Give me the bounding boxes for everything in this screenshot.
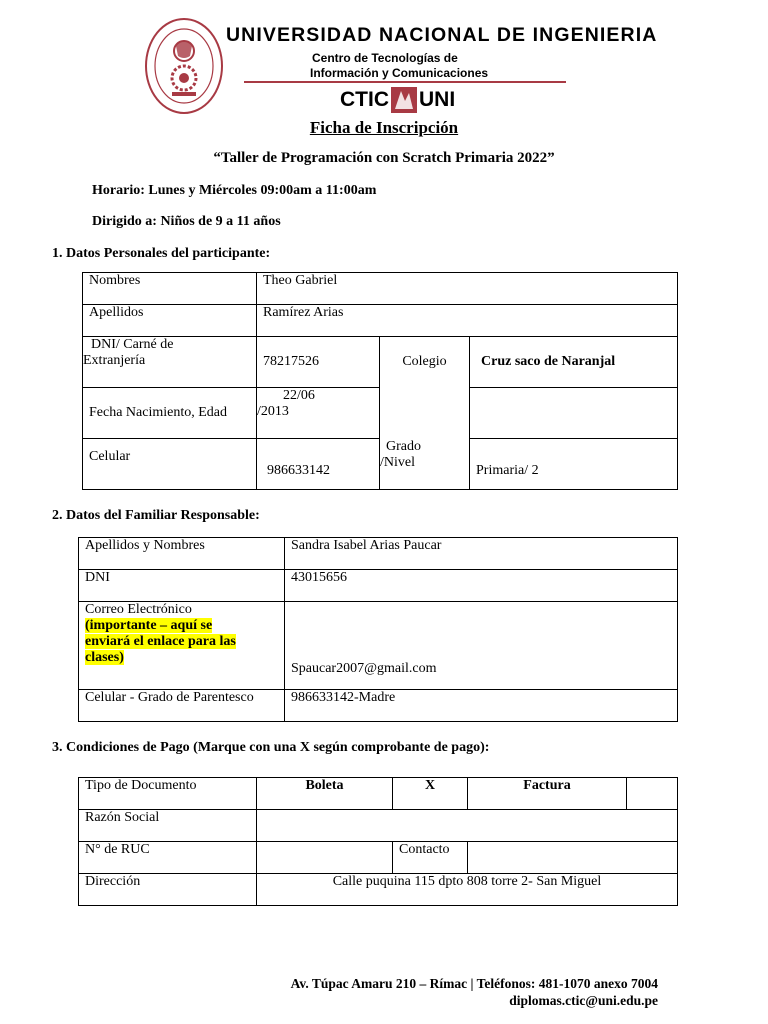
email-note-line2: enviará el enlace para las xyxy=(85,634,236,649)
guardian-table xyxy=(78,537,678,722)
colegio-value: Cruz saco de Naranjal xyxy=(470,337,678,388)
boleta-label: Boleta xyxy=(257,778,393,810)
schedule-text: Horario: Lunes y Miércoles 09:00am a 11:00am xyxy=(92,183,377,198)
university-seal-logo xyxy=(144,16,224,116)
uni-text: UNI xyxy=(419,88,456,111)
course-name: “Taller de Programación con Scratch Primaria 2022” xyxy=(213,150,555,166)
dni-label-line2: Extranjería xyxy=(83,353,146,368)
apellidos-label: Apellidos xyxy=(83,305,257,337)
factura-label: Factura xyxy=(468,778,627,810)
center-name-line1: Centro de Tecnologías de xyxy=(312,51,458,65)
guardian-dni-value: 43015656 xyxy=(285,570,678,602)
form-title: Ficha de Inscripción xyxy=(309,118,459,137)
email-label: Correo Electrónico xyxy=(85,602,192,617)
payment-table xyxy=(78,777,678,906)
header-divider xyxy=(244,81,566,83)
email-note-line1: (importante – aquí se xyxy=(85,618,213,633)
ruc-label: N° de RUC xyxy=(79,842,257,874)
dni-label-line1: DNI/ Carné de xyxy=(91,337,174,352)
direccion-label: Dirección xyxy=(79,874,257,906)
email-label-cell xyxy=(79,602,285,690)
grado-spacer xyxy=(380,388,470,439)
section2-heading: 2. Datos del Familiar Responsable: xyxy=(52,508,260,523)
nombres-value: Theo Gabriel xyxy=(257,273,678,305)
doc-type-label: Tipo de Documento xyxy=(79,778,257,810)
university-name: UNIVERSIDAD NACIONAL DE INGENIERIA xyxy=(226,24,658,46)
guardian-dni-label: DNI xyxy=(79,570,285,602)
guardian-phone-value: 986633142-Madre xyxy=(285,690,678,722)
email-note-line3: clases) xyxy=(85,650,124,665)
boleta-checkbox[interactable]: X xyxy=(393,778,468,810)
razon-social-field[interactable] xyxy=(257,810,678,842)
footer-email: diplomas.ctic@uni.edu.pe xyxy=(509,993,658,1008)
contacto-field[interactable] xyxy=(468,842,678,874)
footer-address: Av. Túpac Amaru 210 – Rímac | Teléfonos: 481-1070 anexo 7004 xyxy=(290,976,658,991)
participant-table xyxy=(82,272,678,490)
fecha-extra-empty xyxy=(470,388,678,439)
direccion-value: Calle puquina 115 dpto 808 torre 2- San Miguel xyxy=(257,874,678,906)
grado-label-line1: Grado xyxy=(386,438,421,454)
colegio-label: Colegio xyxy=(380,337,470,388)
fecha-value-line1: 22/06 xyxy=(283,388,315,403)
contacto-label: Contacto xyxy=(393,842,468,874)
guardian-name-value: Sandra Isabel Arias Paucar xyxy=(285,538,678,570)
fecha-value xyxy=(257,388,380,439)
fecha-value-line2: /2013 xyxy=(257,404,289,419)
email-value: Spaucar2007@gmail.com xyxy=(285,602,678,690)
apellidos-value: Ramírez Arias xyxy=(257,305,678,337)
ruc-field[interactable] xyxy=(257,842,393,874)
grado-label xyxy=(380,439,470,490)
celular-value: 986633142 xyxy=(257,439,380,490)
ctic-uni-logo xyxy=(340,87,455,113)
grado-label-line2: /Nivel xyxy=(380,454,415,470)
ctic-emblem-icon xyxy=(391,87,417,113)
factura-checkbox[interactable] xyxy=(627,778,678,810)
ctic-text: CTIC xyxy=(340,88,389,111)
nombres-label: Nombres xyxy=(83,273,257,305)
guardian-phone-label: Celular - Grado de Parentesco xyxy=(79,690,285,722)
dni-value: 78217526 xyxy=(257,337,380,388)
section3-heading: 3. Condiciones de Pago (Marque con una X según comprobante de pago): xyxy=(52,740,490,755)
dni-label xyxy=(83,337,257,388)
grado-value: Primaria/ 2 xyxy=(470,439,678,490)
fecha-label: Fecha Nacimiento, Edad xyxy=(83,388,257,439)
razon-social-label: Razón Social xyxy=(79,810,257,842)
celular-label: Celular xyxy=(83,439,257,490)
section1-heading: 1. Datos Personales del participante: xyxy=(52,246,271,261)
audience-text: Dirigido a: Niños de 9 a 11 años xyxy=(92,214,281,229)
guardian-name-label: Apellidos y Nombres xyxy=(79,538,285,570)
center-name-line2: Información y Comunicaciones xyxy=(310,66,489,80)
